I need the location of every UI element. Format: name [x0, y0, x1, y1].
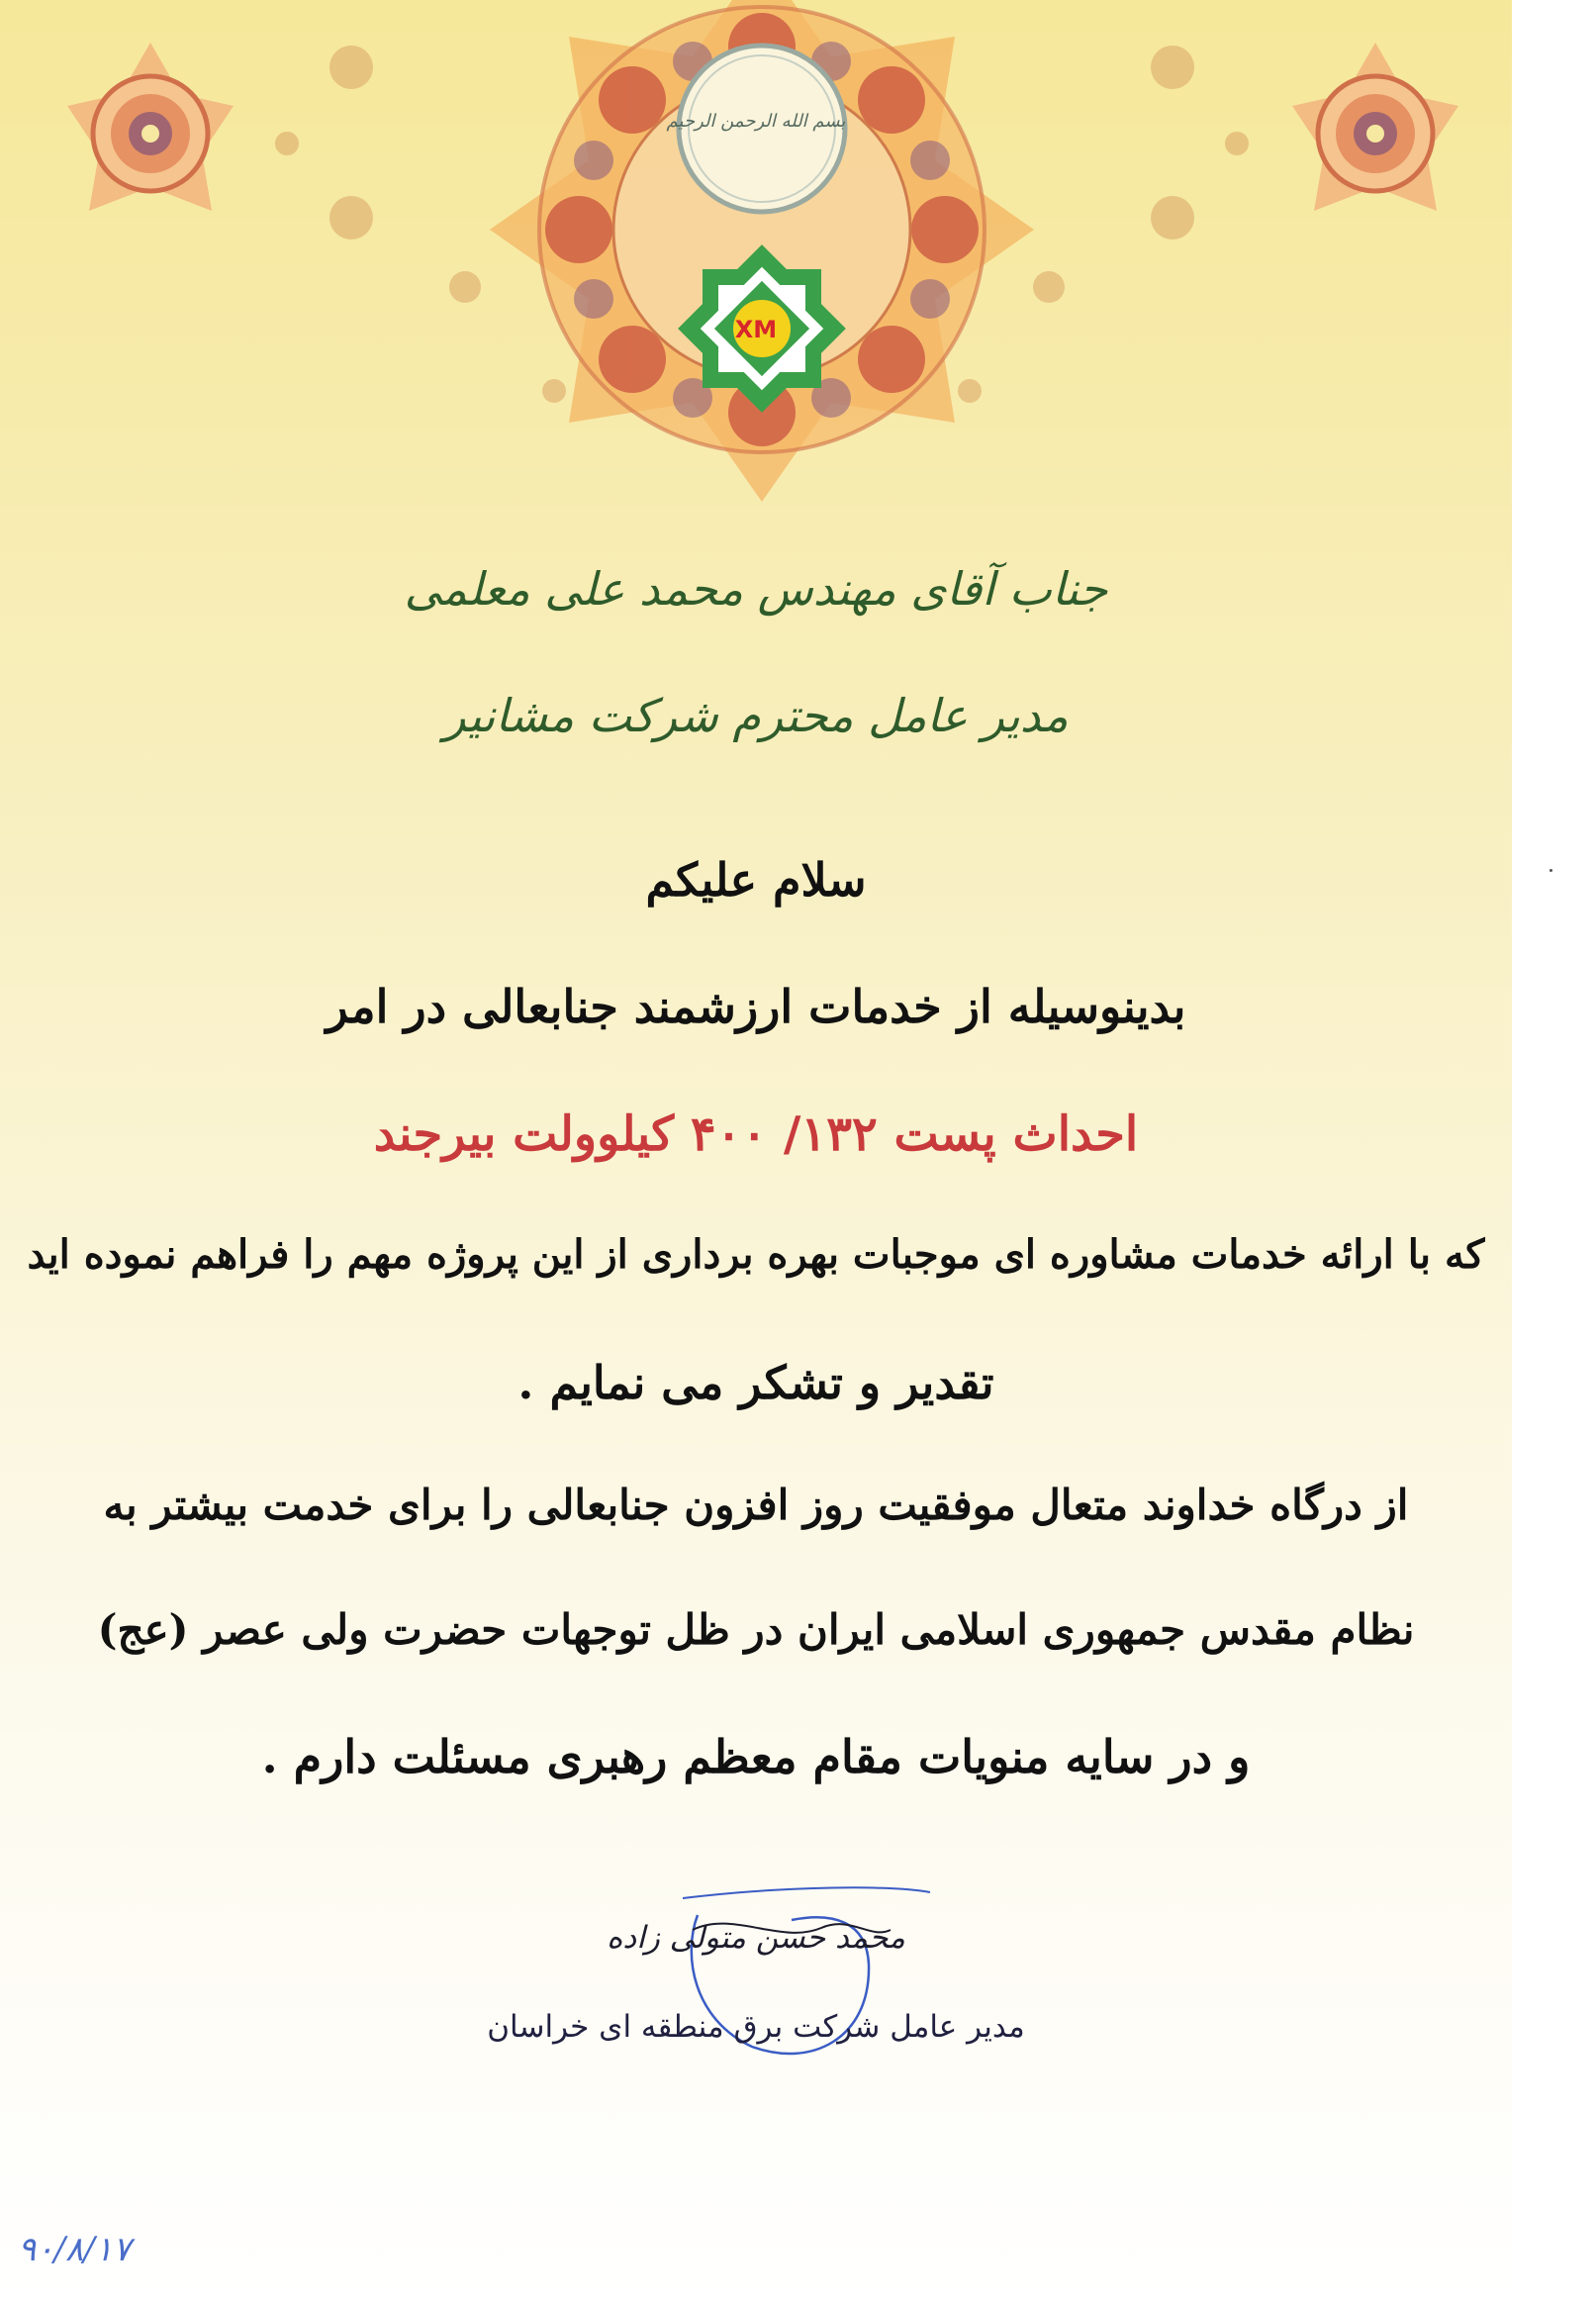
body-line-5: نظام مقدس جمهوری اسلامی ایران در ظل توجهات حضرت ولی عصر (عج)	[97, 1605, 1415, 1654]
basmala-text: بسم الله الرحمن الرحیم	[666, 111, 846, 132]
handwritten-date: ۹۰/۸/۱۷	[18, 2230, 132, 2269]
body-line-2: که با ارائه خدمات مشاوره ای موجبات بهره برداری از این پروژه مهم را فراهم نموده اید	[27, 1231, 1485, 1278]
recipient-name: جناب آقای مهندس محمد علی معلمی	[404, 562, 1108, 616]
body-line-4: از درگاه خداوند متعال موفقیت روز افزون جنابعالی را برای خدمت بیشتر به	[103, 1481, 1409, 1529]
logo-label: XM	[734, 316, 778, 343]
body-line-3: تقدیر و تشکر می نمایم .	[517, 1356, 994, 1409]
body-line-6: و در سایه منویات مقام معظم رهبری مسئلت دارم .	[261, 1730, 1251, 1783]
greeting: سلام علیکم	[645, 853, 867, 907]
project-title: احداث پست ۱۳۲/ ۴۰۰ کیلوولت بیرجند	[373, 1106, 1139, 1162]
recipient-title: مدیر عامل محترم شرکت مشانیر	[443, 689, 1069, 742]
scan-speck	[1549, 869, 1552, 872]
body-line-1: بدینوسیله از خدمات ارزشمند جنابعالی در امر	[326, 980, 1186, 1033]
signatory-name: محمد حسن متولی زاده	[607, 1920, 905, 1956]
signatory-title: مدیر عامل شرکت برق منطقه ای خراسان	[487, 2009, 1025, 2045]
